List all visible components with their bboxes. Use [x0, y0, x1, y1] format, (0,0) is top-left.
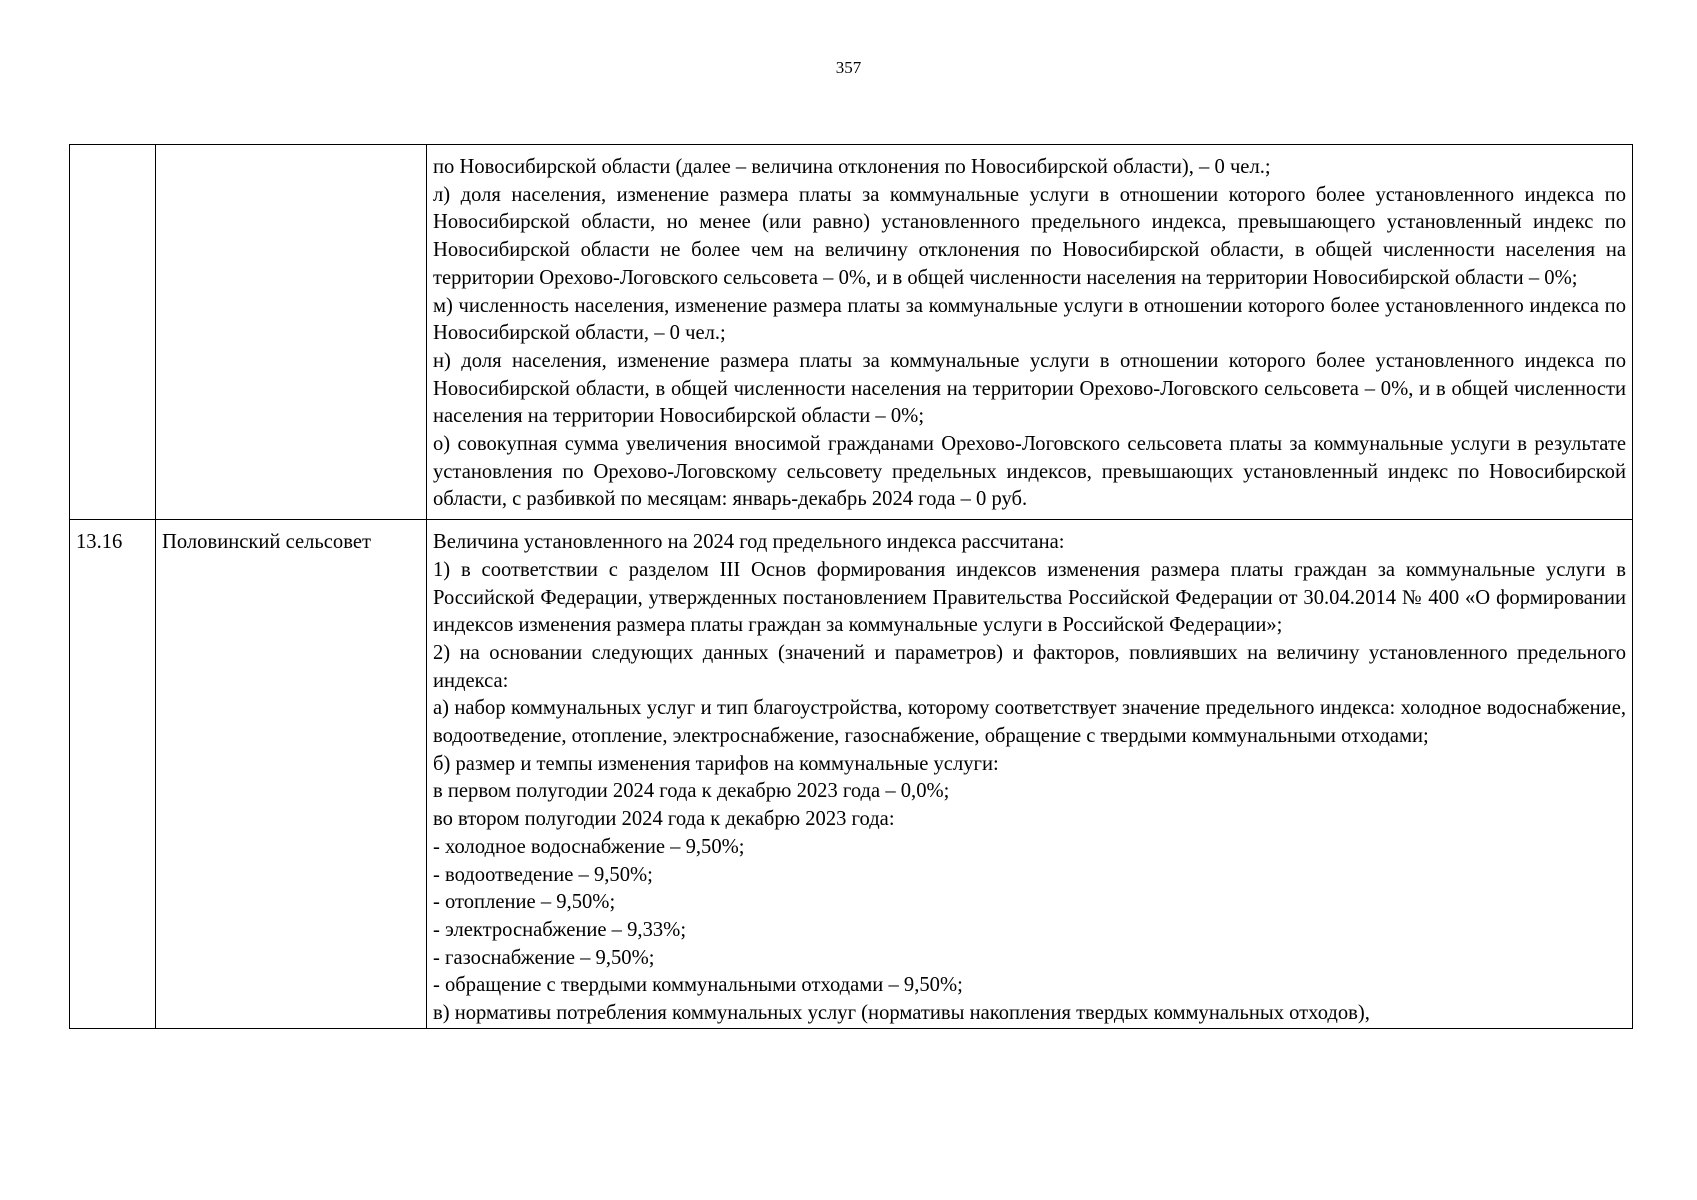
text-paragraph: 1) в соответствии с разделом III Основ формирования индексов изменения размера платы граждан за коммунальные услуги в Российской Федерации, утвержденных постановлением Правительства Российской Федерации от 30.04.2014 № 400 «О формировании индексов изменения размера платы граждан за коммунальные услуги в Российской Федерации»;: [433, 558, 1626, 637]
row-name-cell: [156, 145, 427, 520]
document-table: [69, 144, 1633, 1029]
text-paragraph: о) совокупная сумма увеличения вносимой гражданами Орехово-Логовского сельсовета платы за коммунальные услуги в результате установления по Орехово-Логовскому сельсовету предельных индексов, превышающих установленный индекс по Новосибирской области, с разбивкой по месяцам: январь-декабрь 2024 года – 0 руб.: [433, 433, 1626, 511]
text-paragraph: н) доля населения, изменение размера платы за коммунальные услуги в отношении которого более установленного индекса по Новосибирской области, в общей численности населения на территории Орехово-Логовского сельсовета – 0%, и в общей численности населения на территории Новосибирской области – 0%;: [433, 349, 1626, 428]
text-paragraph: л) доля населения, изменение размера платы за коммунальные услуги в отношении которого более установленного индекса по Новосибирской области, но менее (или равно) установленного предельного индекса, превышающего установленный индекс по Новосибирской области не более чем на величину отклонения по Новосибирской области, в общей численности населения на территории Орехово-Логовского сельсовета – 0%, и в общей численности населения на территории Новосибирской области – 0%;: [433, 183, 1626, 289]
text-paragraph: в) нормативы потребления коммунальных услуг (нормативы накопления твердых коммунальных отходов),: [433, 1002, 1370, 1025]
text-paragraph: Величина установленного на 2024 год предельного индекса рассчитана:: [433, 531, 1065, 554]
row-number-cell: 13.16: [70, 520, 156, 1029]
text-paragraph: по Новосибирской области (далее – величина отклонения по Новосибирской области), – 0 чел.;: [433, 156, 1271, 178]
text-paragraph: - газоснабжение – 9,50%;: [433, 946, 655, 969]
row-text-cell: [427, 520, 1633, 1029]
page-number: 357: [835, 58, 862, 77]
text-paragraph: во втором полугодии 2024 года к декабрю 2023 года:: [433, 808, 895, 831]
text-paragraph: - отопление – 9,50%;: [433, 891, 616, 914]
text-paragraph: м) численность населения, изменение размера платы за коммунальные услуги в отношении которого более установленного индекса по Новосибирской области, – 0 чел.;: [433, 294, 1626, 345]
text-paragraph: - водоотведение – 9,50%;: [433, 863, 653, 886]
text-paragraph: - обращение с твердыми коммунальными отходами – 9,50%;: [433, 974, 963, 997]
table-row: [70, 145, 1633, 520]
text-paragraph: в первом полугодии 2024 года к декабрю 2023 года – 0,0%;: [433, 780, 950, 803]
text-paragraph: а) набор коммунальных услуг и тип благоустройства, которому соответствует значение предельного индекса: холодное водоснабжение, водоотведение, отопление, электроснабжение, газоснабжение, обращение с твердыми коммунальными отходами;: [433, 697, 1626, 748]
text-paragraph: - электроснабжение – 9,33%;: [433, 918, 687, 941]
row-text-cell: [427, 145, 1633, 520]
row-name-cell: Половинский сельсовет: [156, 520, 427, 1029]
text-paragraph: б) размер и темпы изменения тарифов на коммунальные услуги:: [433, 752, 999, 775]
text-paragraph: 2) на основании следующих данных (значений и параметров) и факторов, повлиявших на величину установленного предельного индекса:: [433, 641, 1626, 692]
row-number-cell: [70, 145, 156, 520]
table-row: [70, 520, 1633, 1029]
text-paragraph: - холодное водоснабжение – 9,50%;: [433, 835, 745, 858]
